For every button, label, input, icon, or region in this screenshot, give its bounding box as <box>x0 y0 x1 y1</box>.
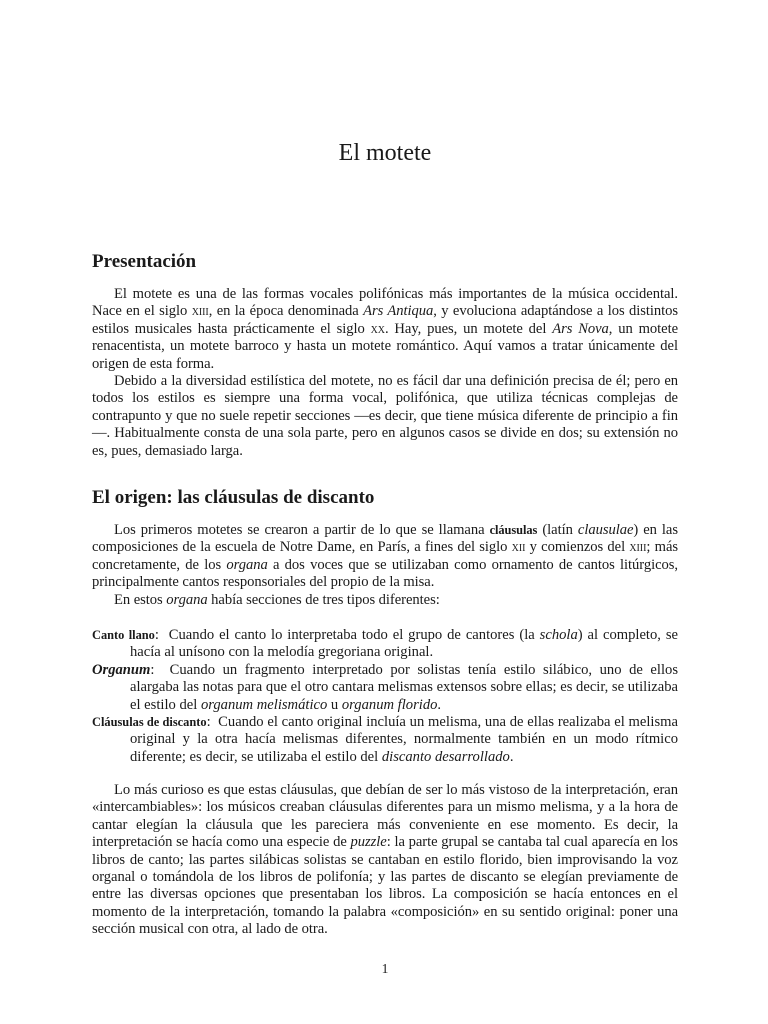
paragraph: Debido a la diversidad estilística del motete, no es fácil dar una definición precisa de él; pero en todos los estilos es siempre una forma vocal, polifónica, que utiliza técnicas complejas de contrapunto y que no suele repetir secciones —es decir, que tiene música diferente de principio a fin—. Habitualmente consta de una sola parte, pero en algunos casos se divide en dos; su extensión no es, pues, demasiado larga. <box>92 373 678 459</box>
paragraph: En estos organa había secciones de tres tipos diferentes: <box>114 591 440 608</box>
definition-item-clausulas: Cláusulas de discanto: Cuando el canto original incluía un melisma, una de ellas realizaba el melisma original y la otra hacía melismas diferentes, normalmente también en un modo rítmico diferente; es decir, se utilizaba el estilo del discanto desarrollado. <box>92 714 678 765</box>
paragraph: El motete es una de las formas vocales polifónicas más importantes de la música occidental. Nace en el siglo xiii, en la época denominada Ars Antiqua, y evoluciona adaptándose a los distintos estilos musicales hasta prácticamente el siglo xx. Hay, pues, un motete del Ars Nova, un motete renacentista, un motete barroco y hasta un motete romántico. Aquí vamos a tratar únicamente del origen de esta forma. <box>92 286 679 372</box>
presentacion-body <box>92 286 678 460</box>
definition-item-organum: Organum: Cuando un fragmento interpretado por solistas tenía estilo silábico, uno de ellos alargaba las notas para que el otro cantara melismas extensos sobre ellas; es decir, se utilizaba el estilo del organum melismático u organum florido. <box>92 661 678 713</box>
origen-intro <box>92 522 678 609</box>
page-number: 1 <box>381 961 389 976</box>
definition-item-canto-llano: Canto llano: Cuando el canto lo interpretaba todo el grupo de cantores (la schola) al completo, se hacía al unísono con la melodía gregoriana original. <box>92 627 678 661</box>
section-heading-presentacion: Presentación <box>92 251 197 272</box>
page-title: El motete <box>338 140 432 166</box>
section-heading-origen: El origen: las cláusulas de discanto <box>92 487 375 508</box>
paragraph: Los primeros motetes se crearon a partir de lo que se llamana cláusulas (latín clausulae) en las composiciones de la escuela de Notre Dame, en París, a fines del siglo xii y comienzos del xiii; más concretamente, de los organa a dos voces que se utilizaban como ornamento de cantos litúrgicos, principalmente cantos responsoriales del propio de la misa. <box>92 522 679 591</box>
definition-list <box>92 627 678 766</box>
paragraph: Lo más curioso es que estas cláusulas, que debían de ser lo más vistoso de la interpretación, eran «intercambiables»: los músicos creaban cláusulas diferentes para un mismo melisma, y a la hora de cantar elegían la cláusula que les pareciera más conveniente en ese momento. Es decir, la interpretación se hacía como una especie de puzzle: la parte grupal se cantaba tal cual aparecía en los libros de canto; las partes silábicas solistas se cantaban en estilo florido, bien improvisando la voz organal o tomándola de los libros de polifonía; y las partes de discanto se elegían previamente de entre las diversas opciones que presentaban los libros. La composición se hacía entonces en el momento de la interpretación, tomando la palabra «composición» en su sentido original: poner una sección musical con otra, al lado de otra. <box>92 782 678 938</box>
origen-closing <box>92 782 678 939</box>
